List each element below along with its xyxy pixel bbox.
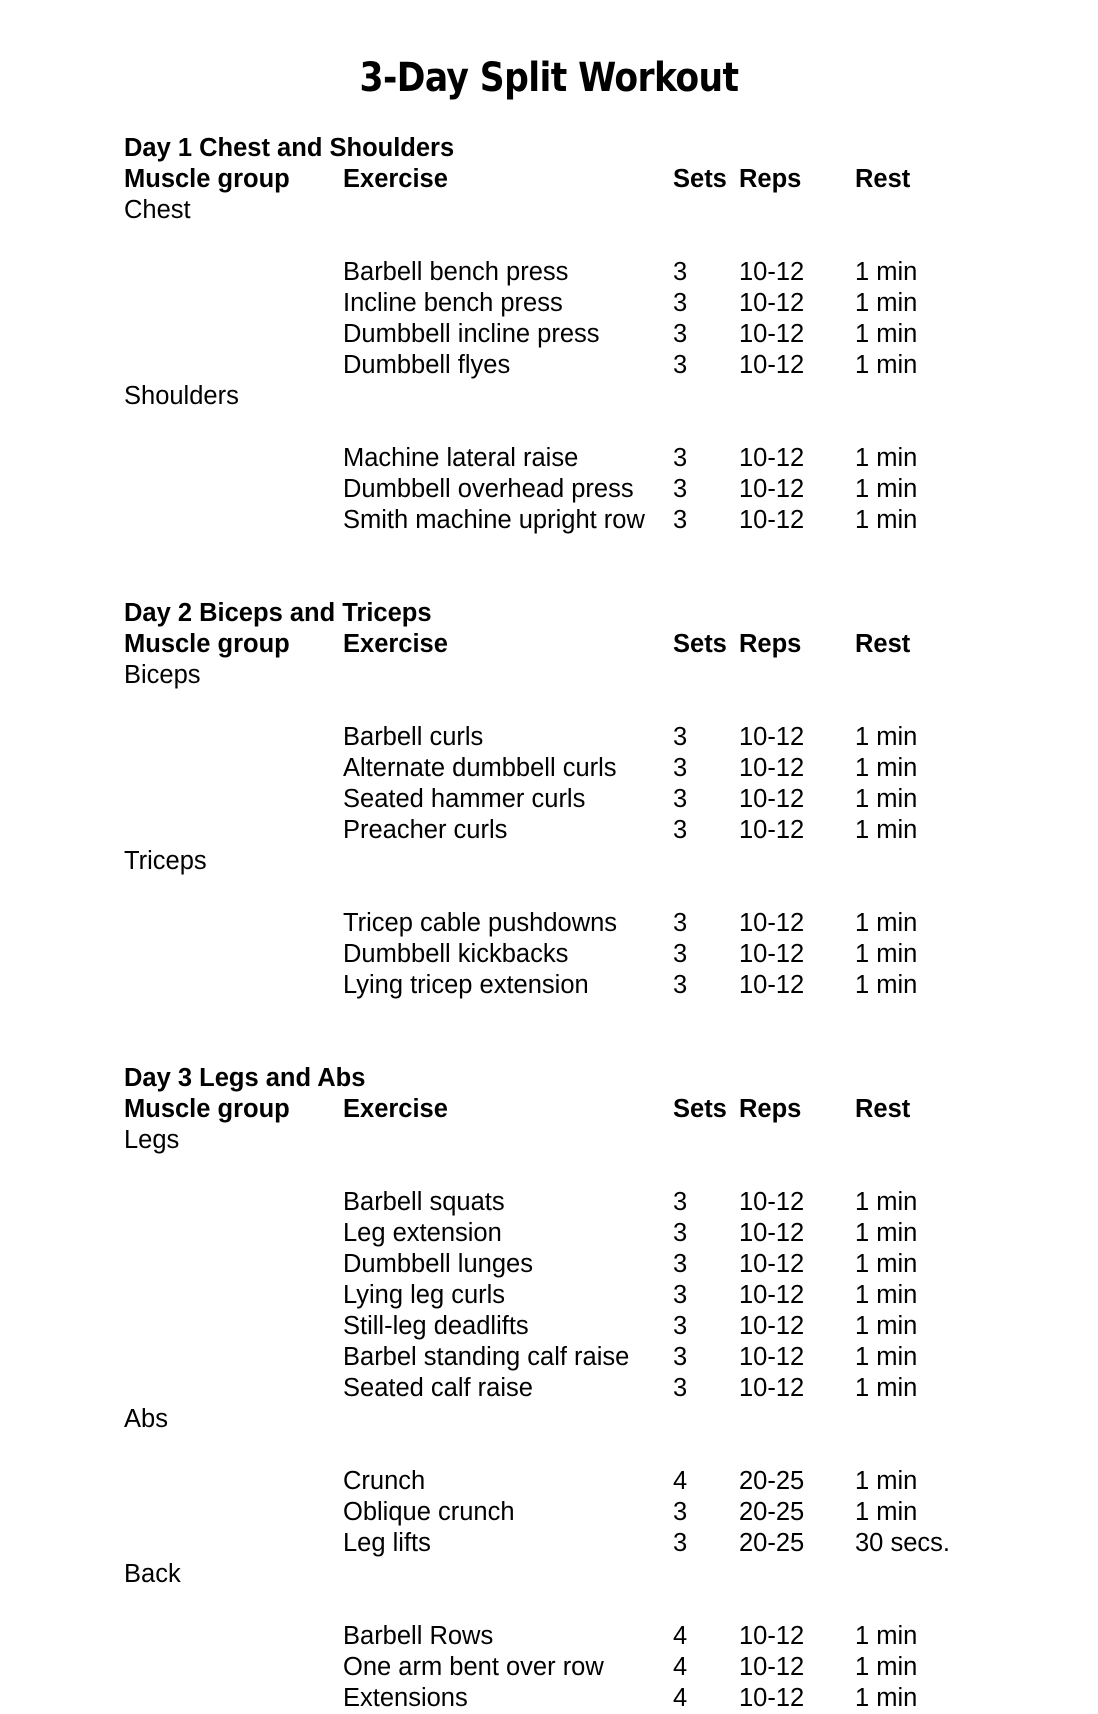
reps-value: 10-12 bbox=[739, 1684, 805, 1712]
sets-value: 4 bbox=[673, 1684, 688, 1712]
rest-value: 1 min bbox=[855, 1343, 918, 1371]
reps-value: 10-12 bbox=[739, 320, 805, 348]
table-row bbox=[124, 722, 1058, 753]
rest-value: 1 min bbox=[855, 1188, 918, 1216]
reps-value: 10-12 bbox=[739, 1622, 805, 1650]
exercise-name: Smith machine upright row bbox=[343, 506, 645, 534]
table-header-row bbox=[124, 629, 1058, 660]
rest-value: 1 min bbox=[855, 444, 918, 472]
exercise-name: Still-leg deadlifts bbox=[343, 1312, 529, 1340]
rest-value: 1 min bbox=[855, 1467, 918, 1495]
sets-value: 3 bbox=[673, 351, 688, 379]
sets-value: 4 bbox=[673, 1653, 688, 1681]
table-row bbox=[124, 1652, 1058, 1683]
exercise-name: Barbel standing calf raise bbox=[343, 1343, 630, 1371]
reps-value: 20-25 bbox=[739, 1467, 805, 1495]
rest-value: 1 min bbox=[855, 1219, 918, 1247]
muscle-group-row bbox=[124, 195, 1058, 226]
column-header-rest: Rest bbox=[855, 1095, 911, 1123]
row-spacer bbox=[124, 877, 1058, 908]
muscle-group-label: Chest bbox=[124, 196, 191, 224]
reps-value: 20-25 bbox=[739, 1529, 805, 1557]
sets-value: 3 bbox=[673, 1343, 688, 1371]
column-header-exercise: Exercise bbox=[343, 1095, 448, 1123]
column-header-rest: Rest bbox=[855, 165, 911, 193]
reps-value: 10-12 bbox=[739, 971, 805, 999]
rest-value: 1 min bbox=[855, 320, 918, 348]
row-spacer bbox=[124, 1435, 1058, 1466]
column-header-muscle-group: Muscle group bbox=[124, 1095, 290, 1123]
sets-value: 3 bbox=[673, 816, 688, 844]
table-row bbox=[124, 1342, 1058, 1373]
exercise-name: Barbell Rows bbox=[343, 1622, 494, 1650]
exercise-name: Crunch bbox=[343, 1467, 426, 1495]
rest-value: 1 min bbox=[855, 1653, 918, 1681]
exercise-name: Lying leg curls bbox=[343, 1281, 506, 1309]
reps-value: 10-12 bbox=[739, 1312, 805, 1340]
sets-value: 4 bbox=[673, 1467, 688, 1495]
sets-value: 3 bbox=[673, 971, 688, 999]
table-row bbox=[124, 1621, 1058, 1652]
table-row bbox=[124, 1373, 1058, 1404]
sets-value: 3 bbox=[673, 785, 688, 813]
exercise-name: Barbell curls bbox=[343, 723, 484, 751]
muscle-group-label: Biceps bbox=[124, 661, 201, 689]
table-header-row bbox=[124, 1094, 1058, 1125]
muscle-group-row bbox=[124, 381, 1058, 412]
table-row bbox=[124, 257, 1058, 288]
day-heading-1: Day 1 Chest and Shoulders bbox=[124, 134, 455, 162]
reps-value: 20-25 bbox=[739, 1498, 805, 1526]
column-header-rest: Rest bbox=[855, 630, 911, 658]
table-row bbox=[124, 939, 1058, 970]
table-row bbox=[124, 815, 1058, 846]
muscle-group-label: Abs bbox=[124, 1405, 168, 1433]
workout-plan-body bbox=[0, 98, 1098, 1714]
sets-value: 3 bbox=[673, 1312, 688, 1340]
reps-value: 10-12 bbox=[739, 785, 805, 813]
sets-value: 3 bbox=[673, 1219, 688, 1247]
muscle-group-row bbox=[124, 1559, 1058, 1590]
rest-value: 1 min bbox=[855, 1684, 918, 1712]
exercise-name: Dumbbell overhead press bbox=[343, 475, 634, 503]
rest-value: 1 min bbox=[855, 1312, 918, 1340]
table-row bbox=[124, 505, 1058, 536]
column-header-reps: Reps bbox=[739, 1095, 802, 1123]
exercise-name: Tricep cable pushdowns bbox=[343, 909, 618, 937]
reps-value: 10-12 bbox=[739, 940, 805, 968]
muscle-group-row bbox=[124, 846, 1058, 877]
table-row bbox=[124, 288, 1058, 319]
rest-value: 1 min bbox=[855, 754, 918, 782]
exercise-name: Preacher curls bbox=[343, 816, 508, 844]
rest-value: 1 min bbox=[855, 258, 918, 286]
exercise-name: Dumbbell lunges bbox=[343, 1250, 533, 1278]
table-row bbox=[124, 1466, 1058, 1497]
table-row bbox=[124, 1280, 1058, 1311]
rest-value: 1 min bbox=[855, 1281, 918, 1309]
muscle-group-label: Back bbox=[124, 1560, 181, 1588]
column-header-exercise: Exercise bbox=[343, 165, 448, 193]
rest-value: 1 min bbox=[855, 785, 918, 813]
sets-value: 3 bbox=[673, 1529, 688, 1557]
exercise-name: Extensions bbox=[343, 1684, 468, 1712]
sets-value: 3 bbox=[673, 723, 688, 751]
reps-value: 10-12 bbox=[739, 289, 805, 317]
exercise-name: Incline bench press bbox=[343, 289, 563, 317]
reps-value: 10-12 bbox=[739, 351, 805, 379]
table-row bbox=[124, 1497, 1058, 1528]
exercise-name: Dumbbell incline press bbox=[343, 320, 600, 348]
row-spacer bbox=[124, 1156, 1058, 1187]
table-row bbox=[124, 319, 1058, 350]
column-header-sets: Sets bbox=[673, 1095, 727, 1123]
reps-value: 10-12 bbox=[739, 506, 805, 534]
day-section-gap bbox=[124, 1001, 1058, 1063]
row-spacer bbox=[124, 1590, 1058, 1621]
exercise-name: One arm bent over row bbox=[343, 1653, 604, 1681]
reps-value: 10-12 bbox=[739, 1219, 805, 1247]
exercise-name: Lying tricep extension bbox=[343, 971, 589, 999]
row-spacer bbox=[124, 691, 1058, 722]
reps-value: 10-12 bbox=[739, 1343, 805, 1371]
rest-value: 30 secs. bbox=[855, 1529, 950, 1557]
exercise-name: Barbell bench press bbox=[343, 258, 569, 286]
day-heading-3: Day 3 Legs and Abs bbox=[124, 1064, 366, 1092]
exercise-name: Dumbbell kickbacks bbox=[343, 940, 569, 968]
rest-value: 1 min bbox=[855, 351, 918, 379]
sets-value: 3 bbox=[673, 320, 688, 348]
table-row bbox=[124, 350, 1058, 381]
rest-value: 1 min bbox=[855, 289, 918, 317]
reps-value: 10-12 bbox=[739, 1250, 805, 1278]
sets-value: 3 bbox=[673, 1374, 688, 1402]
exercise-name: Dumbbell flyes bbox=[343, 351, 511, 379]
column-header-exercise: Exercise bbox=[343, 630, 448, 658]
reps-value: 10-12 bbox=[739, 444, 805, 472]
table-row bbox=[124, 908, 1058, 939]
sets-value: 3 bbox=[673, 506, 688, 534]
table-row bbox=[124, 1218, 1058, 1249]
sets-value: 3 bbox=[673, 289, 688, 317]
rest-value: 1 min bbox=[855, 1622, 918, 1650]
rest-value: 1 min bbox=[855, 1498, 918, 1526]
sets-value: 3 bbox=[673, 1250, 688, 1278]
muscle-group-row bbox=[124, 1125, 1058, 1156]
exercise-name: Seated calf raise bbox=[343, 1374, 533, 1402]
column-header-muscle-group: Muscle group bbox=[124, 630, 290, 658]
reps-value: 10-12 bbox=[739, 816, 805, 844]
table-row bbox=[124, 474, 1058, 505]
day-section-gap bbox=[124, 536, 1058, 598]
exercise-name: Oblique crunch bbox=[343, 1498, 515, 1526]
row-spacer bbox=[124, 412, 1058, 443]
muscle-group-row bbox=[124, 1404, 1058, 1435]
reps-value: 10-12 bbox=[739, 909, 805, 937]
muscle-group-row bbox=[124, 660, 1058, 691]
rest-value: 1 min bbox=[855, 723, 918, 751]
rest-value: 1 min bbox=[855, 909, 918, 937]
table-row bbox=[124, 1311, 1058, 1342]
reps-value: 10-12 bbox=[739, 1653, 805, 1681]
muscle-group-label: Shoulders bbox=[124, 382, 239, 410]
sets-value: 4 bbox=[673, 1622, 688, 1650]
exercise-name: Leg lifts bbox=[343, 1529, 431, 1557]
column-header-sets: Sets bbox=[673, 630, 727, 658]
rest-value: 1 min bbox=[855, 475, 918, 503]
column-header-muscle-group: Muscle group bbox=[124, 165, 290, 193]
column-header-reps: Reps bbox=[739, 165, 802, 193]
sets-value: 3 bbox=[673, 1188, 688, 1216]
reps-value: 10-12 bbox=[739, 1374, 805, 1402]
day-heading-2: Day 2 Biceps and Triceps bbox=[124, 599, 432, 627]
sets-value: 3 bbox=[673, 444, 688, 472]
rest-value: 1 min bbox=[855, 1374, 918, 1402]
muscle-group-label: Triceps bbox=[124, 847, 207, 875]
sets-value: 3 bbox=[673, 1281, 688, 1309]
rest-value: 1 min bbox=[855, 940, 918, 968]
table-row bbox=[124, 784, 1058, 815]
reps-value: 10-12 bbox=[739, 475, 805, 503]
exercise-name: Alternate dumbbell curls bbox=[343, 754, 617, 782]
rest-value: 1 min bbox=[855, 816, 918, 844]
sets-value: 3 bbox=[673, 909, 688, 937]
row-spacer bbox=[124, 226, 1058, 257]
table-row bbox=[124, 753, 1058, 784]
sets-value: 3 bbox=[673, 1498, 688, 1526]
page-title: 3-Day Split Workout bbox=[359, 55, 739, 101]
sets-value: 3 bbox=[673, 258, 688, 286]
sets-value: 3 bbox=[673, 940, 688, 968]
rest-value: 1 min bbox=[855, 506, 918, 534]
table-row bbox=[124, 1528, 1058, 1559]
reps-value: 10-12 bbox=[739, 723, 805, 751]
column-header-reps: Reps bbox=[739, 630, 802, 658]
reps-value: 10-12 bbox=[739, 1281, 805, 1309]
rest-value: 1 min bbox=[855, 1250, 918, 1278]
reps-value: 10-12 bbox=[739, 1188, 805, 1216]
exercise-name: Leg extension bbox=[343, 1219, 502, 1247]
muscle-group-label: Legs bbox=[124, 1126, 180, 1154]
table-header-row bbox=[124, 164, 1058, 195]
reps-value: 10-12 bbox=[739, 258, 805, 286]
reps-value: 10-12 bbox=[739, 754, 805, 782]
sets-value: 3 bbox=[673, 754, 688, 782]
table-row bbox=[124, 1187, 1058, 1218]
exercise-name: Seated hammer curls bbox=[343, 785, 586, 813]
sets-value: 3 bbox=[673, 475, 688, 503]
exercise-name: Barbell squats bbox=[343, 1188, 505, 1216]
table-row bbox=[124, 1683, 1058, 1714]
table-row bbox=[124, 443, 1058, 474]
exercise-name: Machine lateral raise bbox=[343, 444, 579, 472]
rest-value: 1 min bbox=[855, 971, 918, 999]
table-row bbox=[124, 1249, 1058, 1280]
table-row bbox=[124, 970, 1058, 1001]
column-header-sets: Sets bbox=[673, 165, 727, 193]
